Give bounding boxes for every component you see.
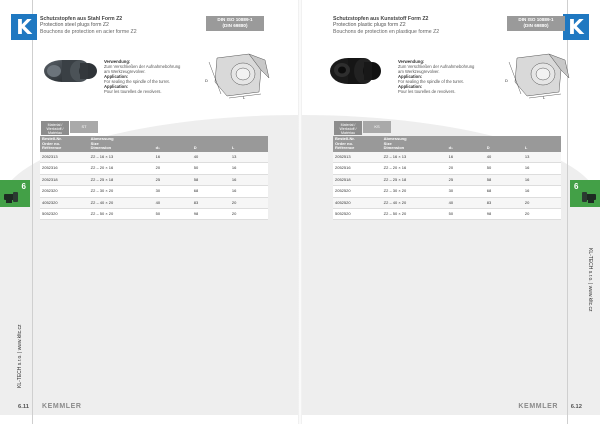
- usage-label-fr: Application:: [104, 84, 129, 89]
- right-page: [300, 0, 600, 424]
- cell-order-no: 2052316: [40, 163, 89, 174]
- cell-d1: 30: [154, 186, 192, 197]
- cell-order-no: 5052520: [333, 209, 382, 220]
- title-german: Schutzstopfen aus Kunststoff Form Z2: [333, 16, 429, 22]
- col-l: L: [523, 136, 561, 152]
- chapter-tab[interactable]: [0, 180, 30, 207]
- din-standard: DIN ISO 10889-1: [518, 17, 554, 22]
- col-d: D: [485, 136, 523, 152]
- cell-order-no: 2052313: [40, 152, 89, 163]
- technical-drawing: [503, 48, 575, 100]
- usage-label-fr: Application:: [398, 84, 423, 89]
- chapter-number: 6: [574, 182, 579, 191]
- cell-l: 20: [523, 209, 561, 220]
- product-title: [333, 16, 493, 35]
- cell-d: 98: [192, 209, 230, 220]
- din-standard-alt: (DIN 69880): [222, 23, 248, 28]
- din-badge: [206, 16, 264, 31]
- cell-order-no: 2052518: [333, 174, 382, 185]
- cell-d: 83: [192, 197, 230, 208]
- cell-size: Z2 – 40 × 20: [89, 197, 154, 208]
- cell-size: Z2 – 30 × 20: [382, 186, 447, 197]
- usage-notes: [104, 59, 184, 94]
- title-english: Protection plastic plugs form Z2: [333, 22, 406, 29]
- usage-text-fr: Pour les tourelles de revolvers.: [104, 89, 162, 94]
- cell-size: Z2 – 25 × 18: [382, 174, 447, 185]
- col-size: Abmessung Size Dimension: [382, 136, 447, 152]
- table-row: [333, 186, 561, 197]
- cell-d1: 16: [154, 152, 192, 163]
- usage-label-en: Application:: [104, 74, 129, 79]
- cell-d1: 30: [447, 186, 485, 197]
- cell-l: 13: [523, 152, 561, 163]
- table-row: [40, 174, 268, 185]
- table-row: [40, 152, 268, 163]
- material-label: Material / Werkstoff / Matériau: [334, 121, 362, 135]
- cell-d1: 25: [154, 174, 192, 185]
- cell-order-no: 2052318: [40, 174, 89, 185]
- cell-size: Z2 – 16 × 13: [382, 152, 447, 163]
- cell-order-no: 2052516: [333, 163, 382, 174]
- clamp-icon: [3, 190, 19, 204]
- cell-size: Z2 – 50 × 20: [89, 209, 154, 220]
- cell-l: 20: [230, 197, 268, 208]
- svg-text:D: D: [505, 78, 508, 83]
- cell-d: 40: [485, 152, 523, 163]
- company-web-text: KL-TECH s.r.o. | www.kltc.cz: [17, 324, 23, 388]
- col-order-no: Bestell-Nr. Order no. Référence: [333, 136, 382, 152]
- brand-name: KEMMLER: [518, 403, 558, 410]
- usage-label-de: Verwendung:: [104, 59, 131, 64]
- plastic-plug-image: [326, 45, 388, 97]
- col-d1: d₁: [154, 136, 192, 152]
- cell-size: Z2 – 16 × 13: [89, 152, 154, 163]
- usage-label-en: Application:: [398, 74, 423, 79]
- cell-d1: 40: [447, 197, 485, 208]
- table-row: [40, 186, 268, 197]
- cell-d: 50: [485, 163, 523, 174]
- spec-table: [333, 136, 561, 220]
- usage-text-fr: Pour les tourelles de revolvers.: [398, 89, 456, 94]
- cell-d1: 40: [154, 197, 192, 208]
- usage-text-de: Zum Verschließen der Aufnahmebohrung am Werkzeugrevolver.: [104, 64, 181, 74]
- cell-size: Z2 – 20 × 16: [382, 163, 447, 174]
- table-row: [333, 152, 561, 163]
- cell-size: Z2 – 40 × 20: [382, 197, 447, 208]
- title-french: Bouchons de protection en plastique forme Z2: [333, 28, 440, 35]
- cell-l: 16: [523, 174, 561, 185]
- cell-order-no: 5052320: [40, 209, 89, 220]
- material-label: Material / Werkstoff / Matériau: [41, 121, 69, 135]
- page-number: 6.11: [18, 404, 29, 410]
- usage-label-de: Verwendung:: [398, 59, 425, 64]
- cell-size: Z2 – 30 × 20: [89, 186, 154, 197]
- cell-order-no: 2052520: [333, 186, 382, 197]
- cell-order-no: 2052513: [333, 152, 382, 163]
- table-header-row: [333, 136, 561, 152]
- cell-d1: 50: [154, 209, 192, 220]
- cell-d: 98: [485, 209, 523, 220]
- cell-d: 83: [485, 197, 523, 208]
- cell-d: 68: [192, 186, 230, 197]
- svg-text:L: L: [543, 95, 546, 100]
- cell-d: 58: [485, 174, 523, 185]
- cell-l: 16: [230, 174, 268, 185]
- usage-notes: [398, 59, 478, 94]
- cell-d1: 50: [447, 209, 485, 220]
- table-header-row: [40, 136, 268, 152]
- cell-d1: 20: [447, 163, 485, 174]
- svg-text:L: L: [243, 95, 246, 100]
- col-d: D: [192, 136, 230, 152]
- cell-d1: 25: [447, 174, 485, 185]
- usage-text-de: Zum Verschließen der Aufnahmebohrung am Werkzeugrevolver.: [398, 64, 475, 74]
- page-gutter: [298, 0, 302, 424]
- material-row: [41, 121, 98, 133]
- chapter-number: 6: [21, 182, 26, 191]
- cell-d: 68: [485, 186, 523, 197]
- table-row: [333, 174, 561, 185]
- cell-d1: 16: [447, 152, 485, 163]
- table-row: [333, 163, 561, 174]
- col-l: L: [230, 136, 268, 152]
- din-badge: [507, 16, 565, 31]
- chapter-tab[interactable]: [570, 180, 600, 207]
- cell-size: Z2 – 25 × 18: [89, 174, 154, 185]
- steel-plug-image: [40, 45, 102, 97]
- cell-order-no: 4052520: [333, 197, 382, 208]
- din-standard-alt: (DIN 69880): [523, 23, 549, 28]
- din-standard: DIN ISO 10889-1: [217, 17, 253, 22]
- margin-line: [32, 0, 33, 424]
- cell-d: 58: [192, 174, 230, 185]
- title-french: Bouchons de protection en acier forme Z2: [40, 28, 137, 35]
- title-english: Protection steel plugs form Z2: [40, 22, 109, 29]
- table-row: [40, 209, 268, 220]
- table-row: [333, 209, 561, 220]
- cell-l: 16: [230, 163, 268, 174]
- page-number: 6.12: [570, 404, 582, 410]
- cell-l: 16: [523, 163, 561, 174]
- cell-l: 16: [230, 186, 268, 197]
- title-german: Schutzstopfen aus Stahl Form Z2: [40, 16, 123, 22]
- cell-l: 20: [230, 209, 268, 220]
- company-web-text: KL-TECH s.r.o. | www.kltc.cz: [587, 248, 593, 312]
- cell-d: 40: [192, 152, 230, 163]
- spec-table: [40, 136, 268, 220]
- svg-text:D: D: [205, 78, 208, 83]
- cell-d1: 20: [154, 163, 192, 174]
- material-value: ST: [70, 121, 98, 133]
- k-logo-icon: K: [11, 14, 37, 40]
- cell-order-no: 4052320: [40, 197, 89, 208]
- brand-name: KEMMLER: [42, 403, 82, 410]
- k-logo-icon: K: [563, 14, 589, 40]
- technical-drawing: [203, 48, 275, 100]
- col-d1: d₁: [447, 136, 485, 152]
- material-row: [334, 121, 391, 133]
- table-row: [40, 163, 268, 174]
- cell-l: 20: [523, 197, 561, 208]
- cell-l: 16: [523, 186, 561, 197]
- cell-d: 50: [192, 163, 230, 174]
- table-row: [40, 197, 268, 208]
- cell-size: Z2 – 20 × 16: [89, 163, 154, 174]
- cell-l: 13: [230, 152, 268, 163]
- clamp-icon: [581, 190, 597, 204]
- cell-size: Z2 – 50 × 20: [382, 209, 447, 220]
- usage-text-en: For sealing the spindle of the turret.: [398, 79, 464, 84]
- col-order-no: Bestell-Nr. Order no. Référence: [40, 136, 89, 152]
- col-size: Abmessung Size Dimension: [89, 136, 154, 152]
- product-title: [40, 16, 200, 35]
- cell-order-no: 2052320: [40, 186, 89, 197]
- usage-text-en: For sealing the spindle of the turret.: [104, 79, 170, 84]
- material-value: KS: [363, 121, 391, 133]
- table-row: [333, 197, 561, 208]
